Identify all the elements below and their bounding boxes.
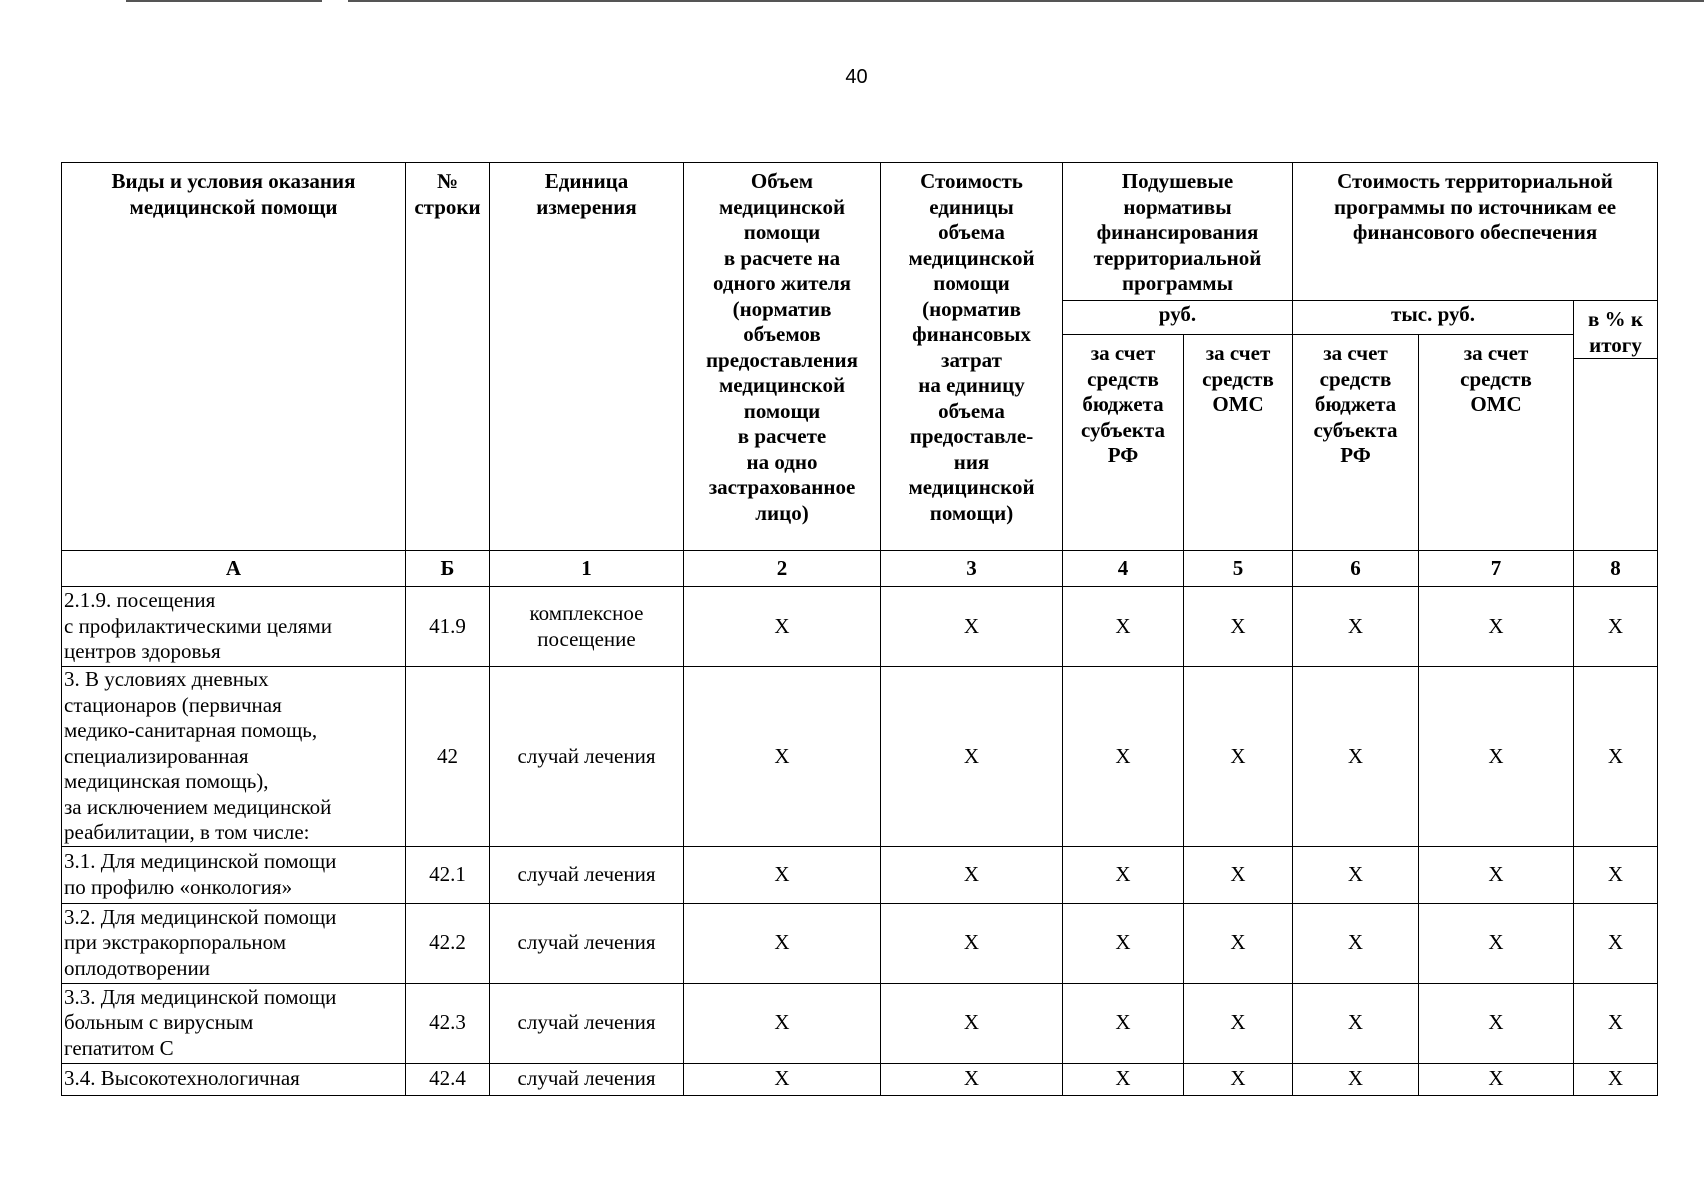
value-cell: Х (1063, 667, 1184, 847)
value-cell: Х (684, 1063, 881, 1095)
text-line: гепатитом С (64, 1035, 174, 1060)
header-budget-thous (1293, 335, 1419, 551)
value-cell: Х (1419, 667, 1574, 847)
value-cell: Х (1063, 587, 1184, 667)
text-line: помощи) (929, 500, 1014, 525)
header-program-cost (1293, 163, 1658, 301)
value-cell: Х (1574, 983, 1658, 1063)
text-line: больным с вирусным (64, 1010, 254, 1035)
text-line: бюджета (1314, 392, 1397, 416)
value-cell: Х (1184, 667, 1293, 847)
text-line: Подушевые (1121, 169, 1234, 193)
row-name (62, 667, 406, 847)
header-percent (1574, 301, 1658, 359)
text-line: случай лечения (517, 1066, 656, 1091)
text-line: за счет (1090, 341, 1156, 365)
value-cell: Х (1184, 1063, 1293, 1095)
text-line: средств (1460, 366, 1532, 391)
value-cell: Х (1293, 983, 1419, 1063)
text-line: 3.3. Для медицинской помощи (64, 984, 337, 1009)
row-unit (490, 983, 684, 1063)
value-cell: Х (881, 903, 1063, 983)
value-cell: Х (1574, 587, 1658, 667)
text-line: РФ (1107, 443, 1139, 467)
table-row (62, 903, 1658, 983)
value-cell: Х (1574, 667, 1658, 847)
col-index-5: 5 (1184, 551, 1293, 587)
text-line: программы (1122, 271, 1233, 295)
page-number: 40 (845, 66, 868, 88)
row-number: 42.2 (406, 903, 490, 983)
text-line: средств (1319, 366, 1392, 391)
text-line: лицо) (755, 500, 809, 525)
row-number: 42 (406, 667, 490, 847)
text-line: одного жителя (713, 271, 851, 295)
text-line: на единицу (918, 373, 1025, 397)
text-line: Объем (750, 169, 814, 193)
text-line: бюджета (1082, 392, 1164, 416)
text-line: застрахованное (708, 475, 856, 499)
row-number: 42.4 (406, 1063, 490, 1095)
text-line: предоставления (705, 347, 859, 372)
text-line: в % к (1588, 307, 1643, 331)
text-line: медицинской (718, 373, 846, 397)
value-cell: Х (1293, 587, 1419, 667)
header-cost (881, 163, 1063, 551)
text-line: предоставле- (909, 424, 1034, 448)
text-line: оплодотворении (64, 955, 211, 980)
text-line: единицы (929, 194, 1014, 219)
text-line: случай лечения (517, 930, 656, 955)
text-line: 3. В условиях дневных (64, 667, 269, 691)
value-cell: Х (1293, 846, 1419, 903)
text-line: 2.1.9. посещения (64, 588, 216, 613)
value-cell: Х (1063, 846, 1184, 903)
text-line: объема (938, 220, 1005, 244)
value-cell: Х (1184, 983, 1293, 1063)
text-line: при экстракорпоральном (64, 930, 287, 955)
text-line: случай лечения (517, 861, 656, 886)
value-cell: Х (881, 1063, 1063, 1095)
value-cell: Х (1184, 846, 1293, 903)
col-index-a: А (62, 551, 406, 587)
text-line: центров здоровья (64, 639, 221, 664)
text-line: средств (1087, 366, 1159, 391)
value-cell: Х (684, 667, 881, 847)
text-line: финансирования (1096, 220, 1259, 244)
value-cell: Х (1184, 587, 1293, 667)
text-line: средств (1202, 366, 1274, 391)
header-oms-rub (1184, 335, 1293, 551)
value-cell: Х (684, 587, 881, 667)
value-cell: Х (1063, 983, 1184, 1063)
value-cell: Х (1574, 846, 1658, 903)
value-cell: Х (881, 846, 1063, 903)
text-line: (норматив (732, 296, 832, 321)
row-name (62, 903, 406, 983)
text-line: за исключением медицинской (64, 794, 332, 819)
value-cell: Х (1293, 1063, 1419, 1095)
text-line: Стоимость (920, 169, 1023, 193)
header-rub: руб. (1063, 301, 1293, 335)
table-row (62, 846, 1658, 903)
table-row (62, 587, 1658, 667)
value-cell: Х (881, 587, 1063, 667)
text-line: итогу (1589, 332, 1642, 357)
row-unit (490, 903, 684, 983)
value-cell: Х (1419, 846, 1574, 903)
value-cell: Х (684, 903, 881, 983)
header-row-number: № строки (406, 163, 490, 551)
program-cost-table (61, 162, 1658, 1096)
text-line: помощи (743, 220, 821, 244)
col-index-4: 4 (1063, 551, 1184, 587)
row-name (62, 587, 406, 667)
text-line: (норматив (922, 296, 1021, 321)
value-cell: Х (1293, 903, 1419, 983)
table-row (62, 1063, 1658, 1095)
col-index-6: 6 (1293, 551, 1419, 587)
text-line: ния (953, 449, 990, 474)
row-unit (490, 1063, 684, 1095)
table-body (62, 587, 1658, 1096)
text-line: реабилитации, в том числе: (64, 820, 310, 844)
column-index-row (62, 551, 1658, 587)
text-line: комплексное (529, 601, 644, 625)
value-cell: Х (1063, 1063, 1184, 1095)
text-line: 3.4. Высокотехнологичная (64, 1066, 300, 1091)
text-line: посещение (537, 626, 636, 651)
text-line: территориальной (1093, 245, 1262, 270)
text-line: случай лечения (517, 743, 656, 768)
row-unit (490, 667, 684, 847)
text-line: затрат (941, 347, 1002, 372)
value-cell: Х (684, 983, 881, 1063)
text-line: ОМС (1212, 392, 1264, 416)
header-percent-filler (1574, 359, 1658, 551)
header-unit: Единица измерения (490, 163, 684, 551)
row-name (62, 846, 406, 903)
text-line: случай лечения (517, 1010, 656, 1035)
header-volume (684, 163, 881, 551)
text-line: в расчете на (723, 245, 841, 270)
text-line: по профилю «онкология» (64, 874, 293, 899)
text-line: программы по источникам ее (1333, 194, 1617, 219)
col-index-b: Б (406, 551, 490, 587)
text-line: медицинская помощь), (64, 769, 269, 793)
value-cell: Х (1293, 667, 1419, 847)
text-line: финансовых (912, 322, 1031, 346)
value-cell: Х (1574, 1063, 1658, 1095)
text-line: медико-санитарная помощь, (64, 718, 318, 742)
header-oms-thous (1419, 335, 1574, 551)
value-cell: Х (881, 667, 1063, 847)
text-line: нормативы (1123, 194, 1232, 219)
col-index-3: 3 (881, 551, 1063, 587)
header-per-capita (1063, 163, 1293, 301)
value-cell: Х (881, 983, 1063, 1063)
col-index-8: 8 (1574, 551, 1658, 587)
row-number: 42.1 (406, 846, 490, 903)
text-line: 3.1. Для медицинской помощи (64, 849, 337, 873)
text-line: с профилактическими целями (64, 613, 332, 638)
header-type: Виды и условия оказания медицинской помощи (62, 163, 406, 551)
text-line: финансового обеспечения (1352, 220, 1598, 244)
col-index-1: 1 (490, 551, 684, 587)
row-name (62, 1063, 406, 1095)
header-budget-rub (1063, 335, 1184, 551)
value-cell: Х (1419, 903, 1574, 983)
col-index-2: 2 (684, 551, 881, 587)
row-number: 42.3 (406, 983, 490, 1063)
text-line: помощи (933, 271, 1010, 295)
text-line: за счет (1323, 341, 1388, 365)
text-line: в расчете (737, 424, 827, 448)
text-line: медицинской (908, 475, 1035, 499)
text-line: 3.2. Для медицинской помощи (64, 904, 337, 929)
text-line: субъекта (1081, 417, 1165, 442)
text-line: стационаров (первичная (64, 692, 282, 717)
text-line: ОМС (1470, 392, 1522, 416)
value-cell: Х (684, 846, 881, 903)
row-number: 41.9 (406, 587, 490, 667)
value-cell: Х (1184, 903, 1293, 983)
value-cell: Х (1419, 587, 1574, 667)
text-line: РФ (1340, 443, 1371, 467)
text-line: субъекта (1313, 417, 1398, 442)
value-cell: Х (1419, 1063, 1574, 1095)
text-line: на одно (746, 449, 818, 474)
text-line: объемов (743, 322, 821, 346)
value-cell: Х (1574, 903, 1658, 983)
value-cell: Х (1063, 903, 1184, 983)
top-rule-left (126, 0, 322, 2)
text-line: за счет (1205, 341, 1271, 365)
top-rule-right (348, 0, 1704, 2)
header-thous-rub: тыс. руб. (1293, 301, 1574, 335)
row-unit (490, 587, 684, 667)
row-name (62, 983, 406, 1063)
row-unit (490, 846, 684, 903)
text-line: Стоимость территориальной (1337, 169, 1613, 193)
text-line: помощи (743, 398, 821, 423)
value-cell: Х (1419, 983, 1574, 1063)
text-line: объема (938, 398, 1005, 423)
text-line: медицинской (718, 194, 846, 219)
text-line: за счет (1463, 341, 1529, 365)
text-line: медицинской (908, 245, 1035, 270)
table-row (62, 667, 1658, 847)
text-line: специализированная (64, 743, 249, 768)
col-index-7: 7 (1419, 551, 1574, 587)
table-row (62, 983, 1658, 1063)
